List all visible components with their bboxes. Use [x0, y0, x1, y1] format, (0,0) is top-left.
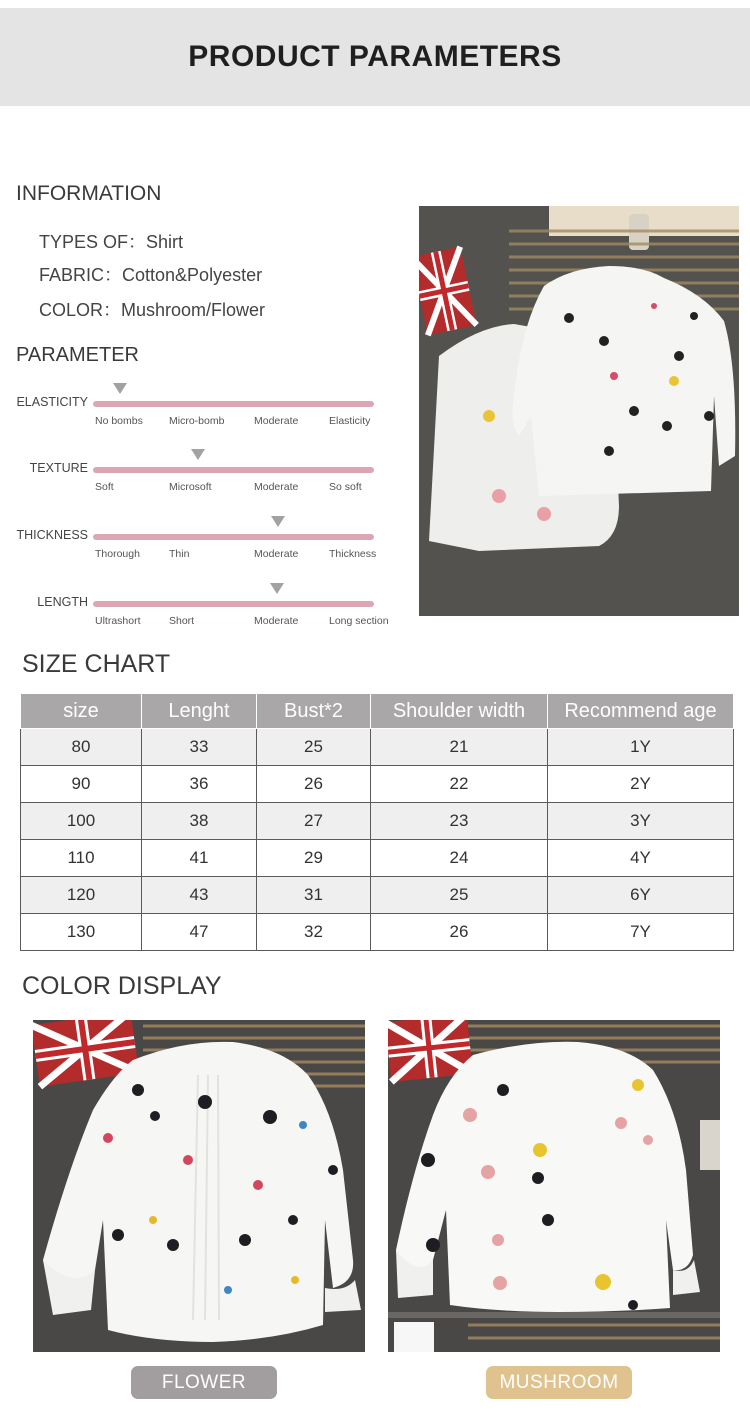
color-display-title: COLOR DISPLAY [22, 972, 222, 1000]
table-cell: 32 [257, 914, 371, 951]
parameter-option: Micro-bomb [169, 415, 225, 427]
parameter-option: Moderate [254, 615, 299, 627]
parameter-scale-bar [93, 534, 374, 540]
table-cell: 27 [257, 803, 371, 840]
parameter-option: Elasticity [329, 415, 371, 427]
column-header: Lenght [142, 694, 257, 729]
table-cell: 4Y [548, 840, 734, 877]
parameter-marker-icon [270, 583, 284, 594]
parameter-label: ELASTICITY [16, 395, 88, 409]
table-cell: 43 [142, 877, 257, 914]
table-cell: 41 [142, 840, 257, 877]
size-chart-table [20, 693, 734, 951]
page-title: PRODUCT PARAMETERS [188, 40, 562, 73]
table-cell: 36 [142, 766, 257, 803]
table-cell: 110 [21, 840, 142, 877]
table-cell: 130 [21, 914, 142, 951]
parameter-label: TEXTURE [29, 461, 88, 475]
info-row-color [39, 296, 265, 322]
table-cell: 25 [371, 877, 548, 914]
parameter-label: THICKNESS [16, 528, 88, 542]
parameter-option: Thin [169, 548, 190, 560]
parameter-label: LENGTH [37, 595, 88, 609]
parameter-option: Moderate [254, 415, 299, 427]
table-cell: 33 [142, 729, 257, 766]
flower-shirt-photo [33, 1020, 365, 1352]
info-value: Shirt [146, 232, 184, 252]
table-row [21, 729, 734, 766]
table-row [21, 877, 734, 914]
shirts-photo-image [419, 206, 739, 616]
table-cell: 23 [371, 803, 548, 840]
column-header: Recommend age [548, 694, 734, 729]
info-label: FABRIC： [39, 265, 123, 285]
table-row [21, 803, 734, 840]
table-cell: 21 [371, 729, 548, 766]
info-value: Mushroom/Flower [121, 300, 266, 320]
parameter-title: PARAMETER [16, 344, 139, 366]
mushroom-shirt-photo [388, 1020, 720, 1352]
parameter-marker-icon [191, 449, 205, 460]
table-cell: 1Y [548, 729, 734, 766]
column-header: Bust*2 [257, 694, 371, 729]
table-row [21, 840, 734, 877]
table-cell: 31 [257, 877, 371, 914]
info-value: Cotton&Polyester [122, 265, 263, 285]
information-title: INFORMATION [16, 182, 162, 205]
table-cell: 6Y [548, 877, 734, 914]
variant-flower-label: FLOWER [131, 1366, 277, 1399]
flower-shirt-image [33, 1020, 365, 1352]
table-cell: 47 [142, 914, 257, 951]
column-header: size [21, 694, 142, 729]
parameter-option: Microsoft [169, 481, 212, 493]
table-header-row [21, 694, 734, 729]
parameter-scale-bar [93, 401, 374, 407]
parameter-marker-icon [271, 516, 285, 527]
column-header: Shoulder width [371, 694, 548, 729]
table-cell: 100 [21, 803, 142, 840]
size-chart-title: SIZE CHART [22, 650, 171, 678]
mushroom-shirt-image [388, 1020, 720, 1352]
parameter-option: Thorough [95, 548, 140, 560]
info-row-fabric [39, 261, 262, 287]
table-cell: 7Y [548, 914, 734, 951]
parameter-option: No bombs [95, 415, 143, 427]
parameter-option: Short [169, 615, 195, 627]
header-banner [0, 8, 750, 106]
table-cell: 26 [257, 766, 371, 803]
info-label: COLOR： [39, 300, 122, 320]
table-cell: 25 [257, 729, 371, 766]
table-cell: 38 [142, 803, 257, 840]
table-cell: 90 [21, 766, 142, 803]
parameter-option: Moderate [254, 548, 299, 560]
variant-mushroom-label: MUSHROOM [486, 1366, 632, 1399]
table-row [21, 766, 734, 803]
info-label: TYPES OF： [39, 232, 147, 252]
parameter-option: Long section [329, 615, 389, 627]
table-cell: 2Y [548, 766, 734, 803]
parameter-option: Ultrashort [95, 615, 141, 627]
parameter-marker-icon [113, 383, 127, 394]
info-row-type [39, 228, 183, 254]
parameter-scale-bar [93, 601, 374, 607]
table-cell: 22 [371, 766, 548, 803]
table-row [21, 914, 734, 951]
table-cell: 26 [371, 914, 548, 951]
parameter-option: Soft [95, 481, 114, 493]
table-cell: 3Y [548, 803, 734, 840]
table-cell: 24 [371, 840, 548, 877]
parameter-option: Moderate [254, 481, 299, 493]
parameter-scale-bar [93, 467, 374, 473]
product-photo-main [419, 206, 739, 616]
parameter-option: Thickness [329, 548, 377, 560]
parameter-option: So soft [329, 481, 362, 493]
table-cell: 80 [21, 729, 142, 766]
table-cell: 29 [257, 840, 371, 877]
table-cell: 120 [21, 877, 142, 914]
